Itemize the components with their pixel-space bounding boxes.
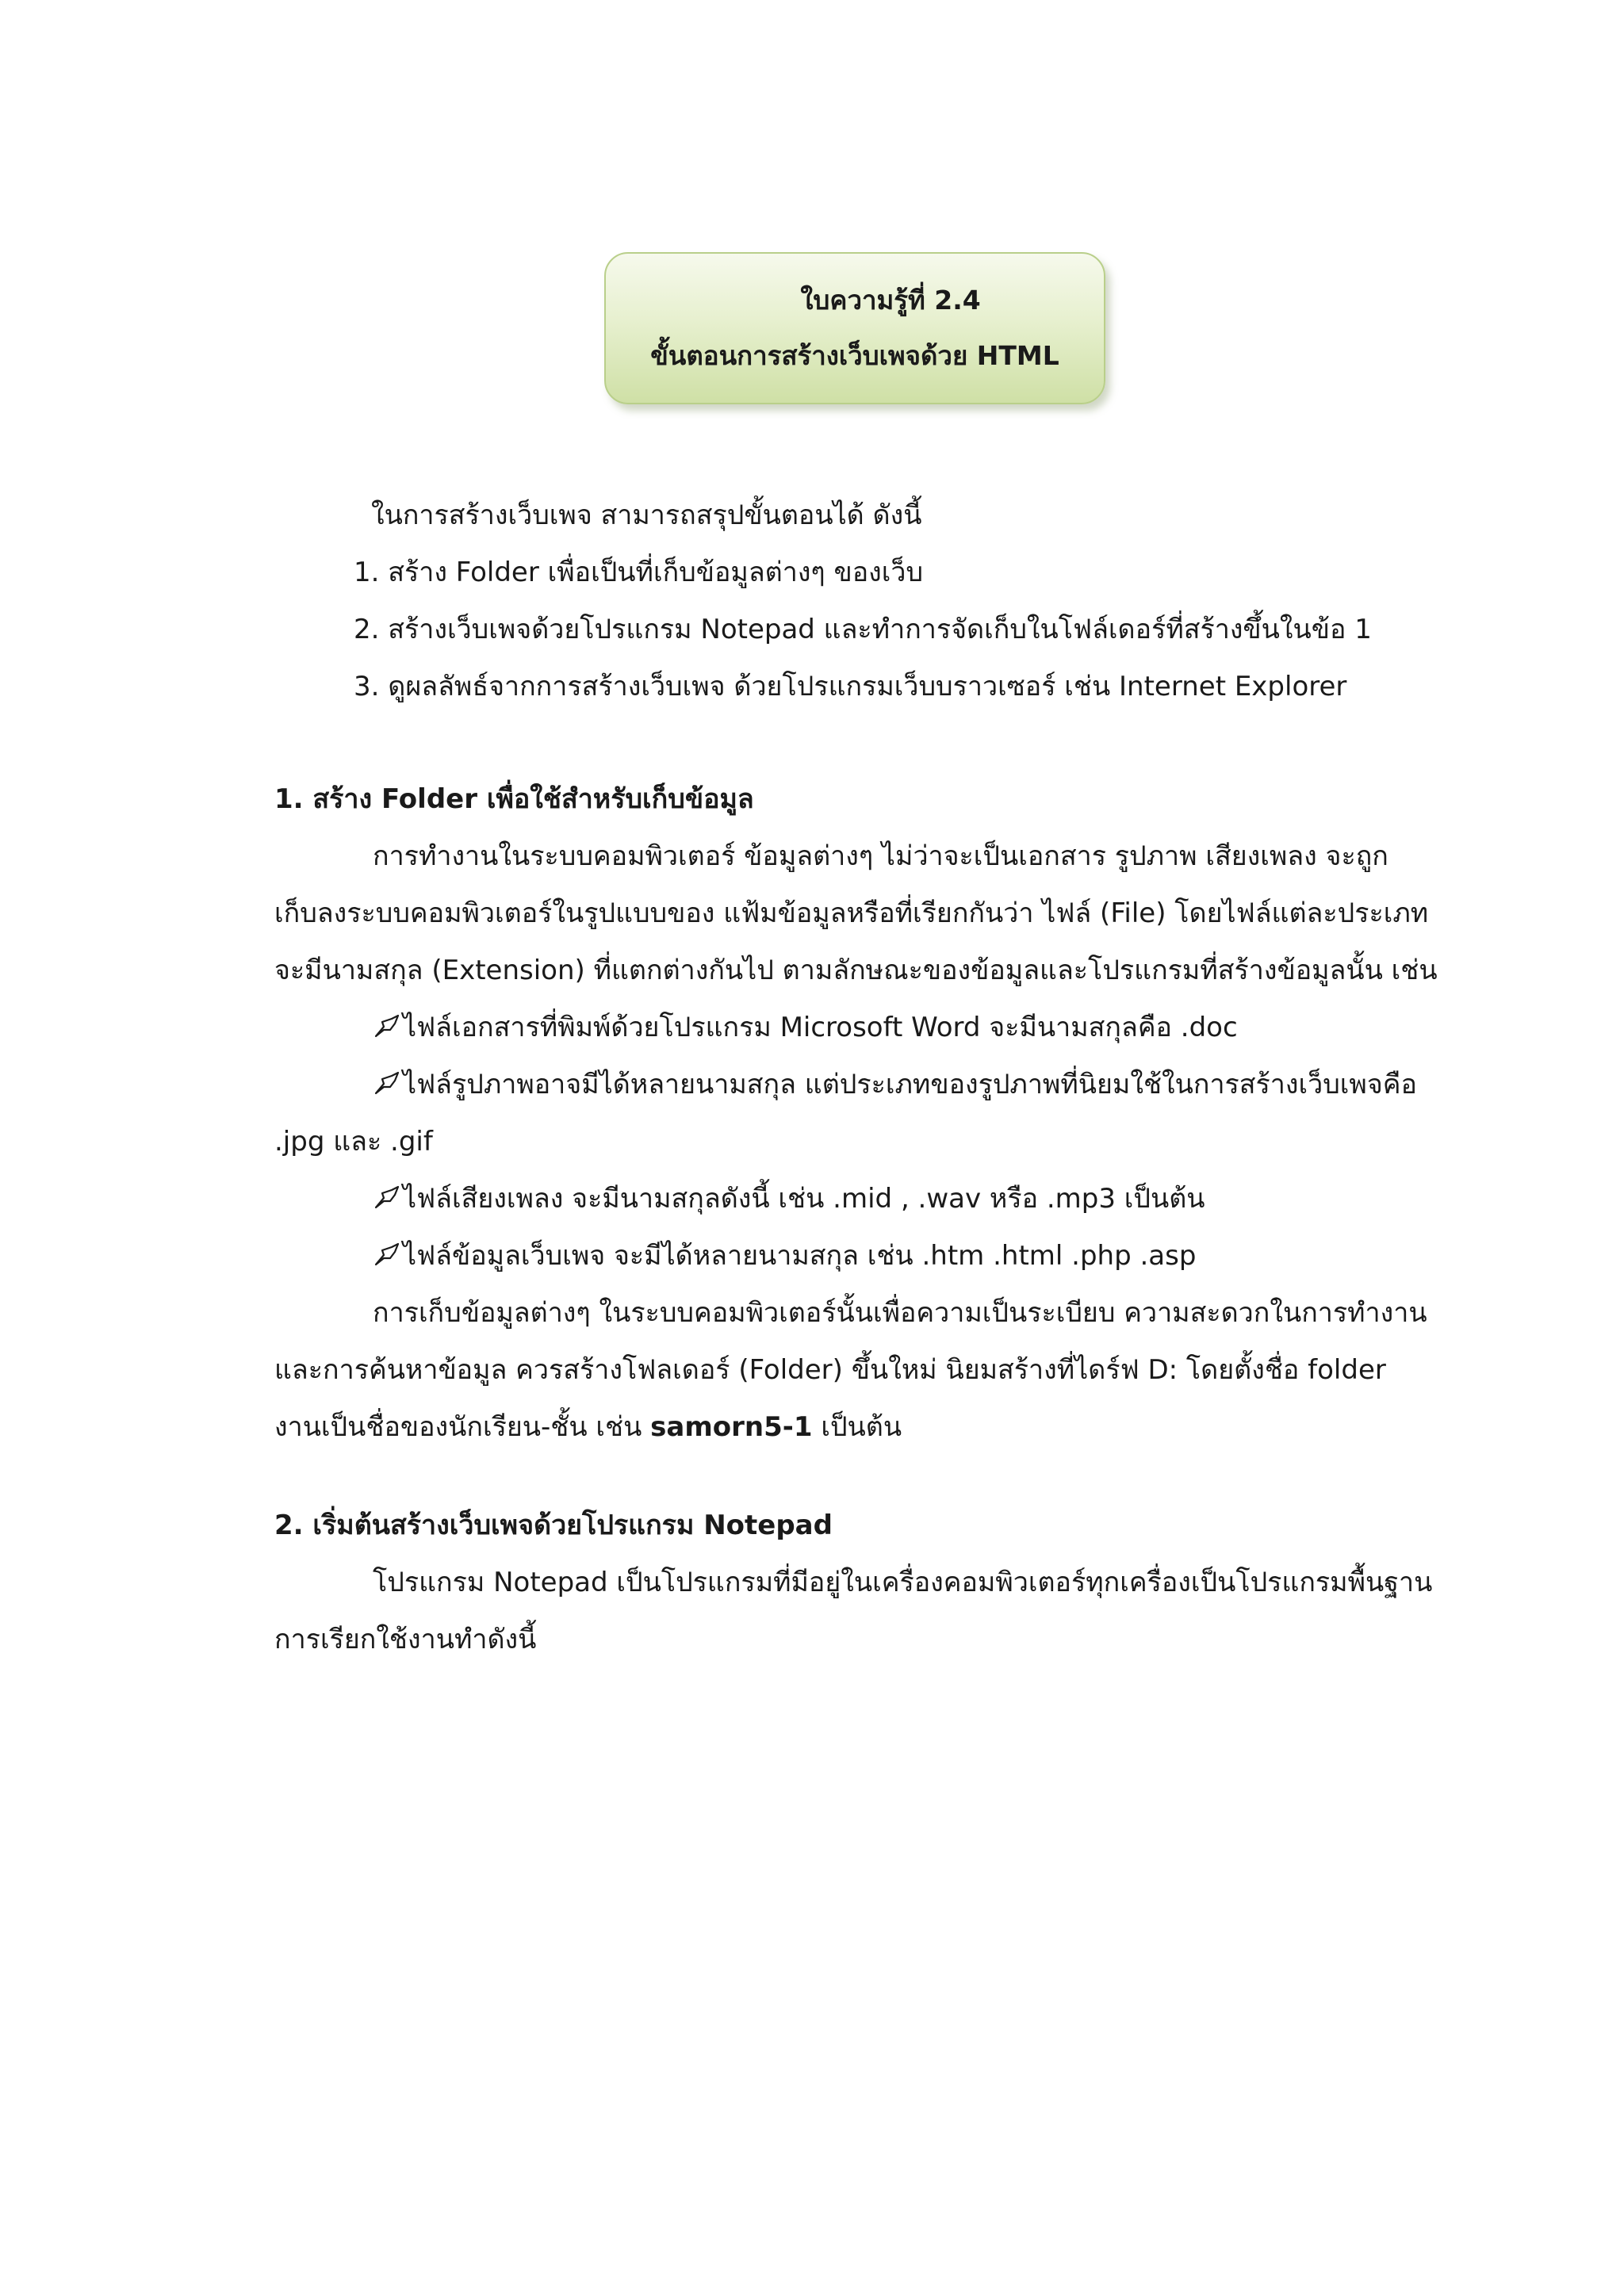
bullet-text: ไฟล์ข้อมูลเว็บเพจ จะมีได้หลายนามสกุล เช่น .htm .html .php .asp — [403, 1240, 1197, 1272]
section1-para2-line-3 — [274, 1410, 902, 1445]
bullet-continuation: .jpg และ .gif — [274, 1126, 433, 1158]
para2-last-post: เป็นต้น — [812, 1411, 902, 1443]
para2-last-pre: งานเป็นชื่อของนักเรียน-ชั้น เช่น — [274, 1411, 651, 1443]
intro-step-1: 1. สร้าง Folder เพื่อเป็นที่เก็บข้อมูลต่างๆ ของเว็บ — [354, 557, 924, 588]
bullet-item — [373, 1238, 1196, 1273]
bullet-text: ไฟล์เสียงเพลง จะมีนามสกุลดังนี้ เช่น .mid , .wav หรือ .mp3 เป็นต้น — [403, 1183, 1205, 1215]
intro-step-2: 2. สร้างเว็บเพจด้วยโปรแกรม Notepad และทำการจัดเก็บในโฟล์เดอร์ที่สร้างขึ้นในข้อ 1 — [354, 614, 1372, 645]
bullet-text: ไฟล์เอกสารที่พิมพ์ด้วยโปรแกรม Microsoft Word จะมีนามสกุลคือ .doc — [403, 1012, 1238, 1043]
section2-para-line-2: การเรียกใช้งานทำดังนี้ — [274, 1624, 537, 1655]
pointing-hand-icon — [373, 1241, 401, 1269]
pointing-hand-icon — [373, 1184, 401, 1212]
example-folder-name: samorn5-1 — [650, 1411, 813, 1443]
section1-heading: 1. สร้าง Folder เพื่อใช้สำหรับเก็บข้อมูล — [274, 783, 754, 815]
pointing-hand-icon — [373, 1070, 401, 1098]
bullet-item — [373, 1010, 1238, 1045]
section1-para1-line-3: จะมีนามสกุล (Extension) ที่แตกต่างกันไป ตามลักษณะของข้อมูลและโปรแกรมที่สร้างข้อมูลนั้น เช่น — [274, 955, 1438, 986]
section2-para-line-1: โปรแกรม Notepad เป็นโปรแกรมที่มีอยู่ในเครื่องคอมพิวเตอร์ทุกเครื่องเป็นโปรแกรมพื้นฐาน — [373, 1567, 1433, 1598]
pointing-hand-icon — [373, 1012, 401, 1041]
section1-para2-line-1: การเก็บข้อมูลต่างๆ ในระบบคอมพิวเตอร์นั้นเพื่อความเป็นระเบียบ ความสะดวกในการทำงาน — [373, 1297, 1427, 1329]
bullet-item — [373, 1067, 1417, 1102]
intro-lead: ในการสร้างเว็บเพจ สามารถสรุปขั้นตอนได้ ดังนี้ — [371, 499, 922, 531]
title-box — [604, 252, 1105, 404]
section1-para1-line-2: เก็บลงระบบคอมพิวเตอร์ในรูปแบบของ แฟ้มข้อมูลหรือที่เรียกกันว่า ไฟล์ (File) โดยไฟล์แต่ละประเภท — [274, 897, 1429, 929]
bullet-item — [373, 1181, 1205, 1216]
section2-heading: 2. เริ่มต้นสร้างเว็บเพจด้วยโปรแกรม Notepad — [274, 1510, 833, 1541]
intro-step-3: 3. ดูผลลัพธ์จากการสร้างเว็บเพจ ด้วยโปรแกรมเว็บบราวเซอร์ เช่น Internet Explorer — [354, 671, 1347, 702]
section1-para2-line-2: และการค้นหาข้อมูล ควรสร้างโฟลเดอร์ (Folder) ขึ้นใหม่ นิยมสร้างที่ไดร์ฟ D: โดยตั้งชื่อ folder — [274, 1354, 1386, 1386]
section1-para1-line-1: การทำงานในระบบคอมพิวเตอร์ ข้อมูลต่างๆ ไม่ว่าจะเป็นเอกสาร รูปภาพ เสียงเพลง จะถูก — [373, 840, 1388, 872]
title-line-1: ใบความรู้ที่ 2.4 — [800, 285, 981, 316]
bullet-text: ไฟล์รูปภาพอาจมีได้หลายนามสกุล แต่ประเภทของรูปภาพที่นิยมใช้ในการสร้างเว็บเพจคือ — [403, 1069, 1417, 1100]
title-line-2: ขั้นตอนการสร้างเว็บเพจด้วย HTML — [650, 340, 1059, 371]
